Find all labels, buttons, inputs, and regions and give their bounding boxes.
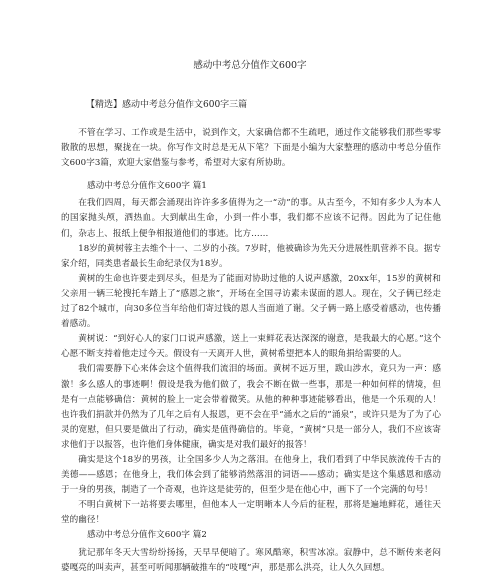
body-paragraph: 黄树说：“到好心人的家门口说声感激，送上一束鲜花表达深深的谢意，是我最大的心愿。”这个心愿不断支持着他走过今天。假设有一天离开人世，黄树希望把本人的眼角捐给需要的人。 xyxy=(61,334,441,360)
piece-title-1: 感动中考总分值作文600字 篇1 xyxy=(87,181,207,192)
document-body xyxy=(61,126,441,576)
document-title: 感动中考总分值作文600字 xyxy=(193,60,307,71)
section-heading: 【精选】感动中考总分值作文600字三篇 xyxy=(86,100,248,110)
body-paragraph: 18岁的黄树蓉主去维个十一、二岁的小孩。7岁时，他被确诊为先天分进展性肌营养不良。据专家介绍，同类患者最长生命纪录仅为18岁。 xyxy=(61,243,441,269)
body-paragraph: 不明白黄树下一站将要去哪里，但他本人一定明晰本人今后的征程，那将是遍地鲜花，通往天堂的幽径！ xyxy=(61,500,441,526)
body-paragraph: 确实是这个18岁的男孩，让全国多少人为之落泪。在他身上，我们看到了中华民族流传千古的美德——感恩；在他身上，我们体会到了能够消然落泪的词语——感动；确实是这个集感恩和感动于一身的男孩，制造了一个奇观，也许这是徒劳的，但至少是在他心中，画下了一个完满的句号！ xyxy=(61,454,441,496)
body-paragraph: 犹记那年冬天大雪纷纷扬扬，天早早便暗了。寒风酷寒，积雪冰凉。寂静中，总不断传来老闷婆嘎亮的叫卖声，甚至可听闻那辆破推车的“吱嘎”声，那是那么洪亮，让人久久回想。 xyxy=(61,547,441,573)
body-paragraph: 我们需要静下心来体会这个值得我们流泪的场面。黄树不远万里，跋山涉水，竟只为一声：感激！多么感人的事迹啊！假设是我为他们做了，我会不断在做一些事，那是一种如何样的情境，但是有一点能够确信：黄树的脸上一定会带着微笑。从他的种种事迹能够看出，他是一个乐观的人！也许我们捐款并仍然为了几年之后有人报恩，更不会在乎“涌水之后的”涌泉”，或许只是为了为了心灵的宽慰，但只要是做出了行动，确实是值得确信的。毕竟，“黄树”只是一部分人，我们不应该寄求他们于以报答，也许他们身体健康，确实是对我们最好的报答！ xyxy=(61,364,441,450)
body-paragraph: 黄树的生命也许要走到尽头，但是为了能面对协助过他的人说声感激，20xx年，15岁的黄树和父亲用一辆三轮搜托车踏上了“感恩之旅”，开场在全国寻访素未谋面的恩人。现在，父子俩已经走过了82个城市，向30多位当年给他们寄过钱的恩人当面道了谢。父子俩一路上感受着感动，也传播着感动。 xyxy=(61,273,441,330)
piece-title-2: 感动中考总分值作文600字 篇2 xyxy=(87,530,207,541)
body-paragraph: 在我们四周，每天都会涌现出许许多多值得为之一“动”的事。从古至今，不知有多少人为本人的国家抛头颅，洒热血。大到献出生命，小到一件小事，我们都不应该不记得。因此为了记住他们，杂志上、报纸上便争相报道他们的事迹。比方…… xyxy=(61,198,441,239)
intro-paragraph: 不管在学习、工作或是生活中，说到作文，大家确信都不生疏吧，通过作文能够我们那些零零散散的思想，聚拢在一块。你写作文时总是无从下笔？下面是小编为大家整理的感动中考总分值作文600字3篇，欢迎大家借鉴与参考，希望对大家有所协助。 xyxy=(61,128,441,169)
